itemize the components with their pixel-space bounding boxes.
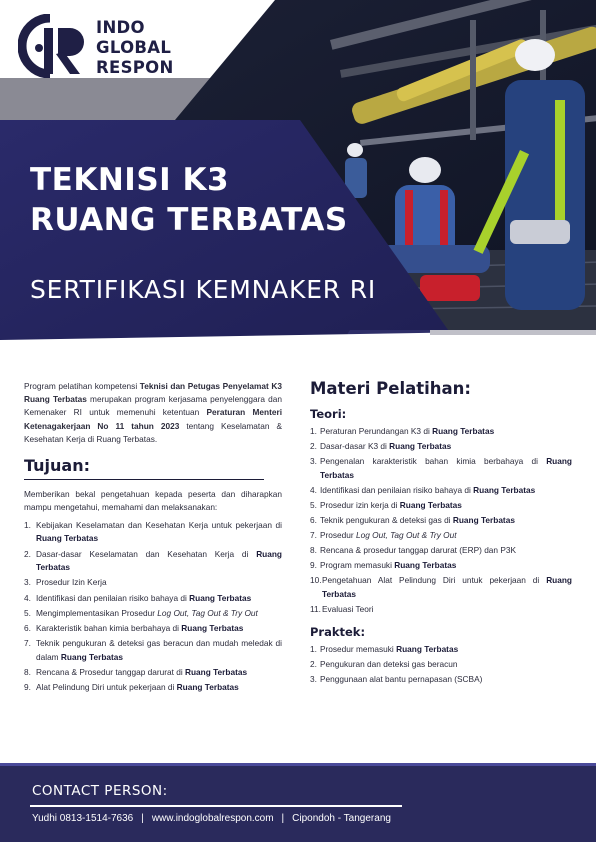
tujuan-list <box>24 519 282 695</box>
list-number: 8. <box>24 666 31 677</box>
right-column <box>310 379 572 688</box>
footer-accent-strip <box>0 763 596 766</box>
list-text: Rencana & Prosedur tanggap darurat di <box>36 666 185 677</box>
tujuan-description: Memberikan bekal pengetahuan kepada peserta dan diharapkan mampu mengetahui, memahami dan melaksanakan: <box>24 489 282 513</box>
list-number: 3. <box>24 577 31 588</box>
list-text: Dasar-dasar K3 di <box>320 441 390 452</box>
list-number: 4. <box>310 484 317 495</box>
teori-item <box>310 499 572 513</box>
list-number: 5. <box>24 607 31 618</box>
hero-title <box>30 160 348 240</box>
contact-person: Yudhi 0813-1514-7636 <box>32 813 134 824</box>
list-text: Pengukuran dan deteksi gas beracun <box>320 658 458 669</box>
tujuan-item <box>24 681 282 695</box>
contact-footer <box>0 763 596 842</box>
list-bold-text: Ruang Terbatas <box>396 643 459 654</box>
contact-location: Cipondoh - Tangerang <box>292 813 391 824</box>
list-text: Pengetahuan Alat Pelindung Diri untuk pekerjaan di <box>322 575 547 586</box>
list-number: 2. <box>24 548 31 559</box>
hero-title-line2: RUANG TERBATAS <box>30 202 348 238</box>
hero-subtitle: SERTIFIKASI KEMNAKER RI <box>30 275 377 304</box>
teori-heading: Teori: <box>310 407 347 421</box>
list-number: 11. <box>310 604 321 615</box>
tujuan-item <box>24 519 282 546</box>
list-text: Karakteristik bahan kimia berbahaya di <box>36 622 182 633</box>
brand-name-line2: GLOBAL <box>96 38 172 57</box>
list-text: Teknik pengukuran & deteksi gas beracun dan mudah meledak di dalam <box>36 638 282 662</box>
brand-logo <box>18 14 188 78</box>
tujuan-item <box>24 548 282 575</box>
list-number: 1. <box>24 519 31 530</box>
tujuan-heading: Tujuan: <box>24 456 264 480</box>
list-number: 5. <box>310 499 317 510</box>
list-text: Alat Pelindung Diri untuk pekerjaan di <box>36 682 177 693</box>
teori-item <box>310 440 572 454</box>
list-text: Prosedur izin kerja di <box>320 499 400 510</box>
tujuan-item <box>24 622 282 636</box>
logo-mark-icon <box>18 14 84 78</box>
list-number: 3. <box>310 456 317 467</box>
list-bold-text: Ruang Terbatas <box>184 666 248 677</box>
list-number: 7. <box>310 530 317 541</box>
list-text: Dasar-dasar Keselamatan dan Kesehatan Kerja di <box>36 548 257 559</box>
praktek-list <box>310 643 572 687</box>
list-bold-text: Ruang Terbatas <box>432 426 495 436</box>
brand-name-line1: INDO <box>96 18 145 37</box>
list-number: 7. <box>24 638 31 649</box>
list-text: Prosedur memasuki <box>320 643 397 654</box>
hero-title-line1: TEKNISI K3 <box>30 162 230 198</box>
list-text: Program memasuki <box>320 560 395 571</box>
tujuan-item <box>24 592 282 606</box>
hero-banner <box>0 0 596 361</box>
list-text: Penggunaan alat bantu pernapasan (SCBA) <box>320 673 483 684</box>
intro-paragraph: Program pelatihan kompetensi Teknisi dan Petugas Penyelamat K3 Ruang Terbatas merupakan program kerjasama penyelenggara dan Kemenaker RI untuk memenuhi ketentuan Peraturan Menteri Ketenagakerjaan No 11 tahun 2023 tentang Keselamatan & Kesehatan Kerja di Ruang Terbatas. <box>24 381 283 444</box>
list-bold-text: Ruang Terbatas <box>181 622 244 633</box>
list-number: 1. <box>310 426 317 436</box>
list-text: Teknik pengukuran & deteksi gas di <box>320 515 453 526</box>
list-italic-text: Log Out, Tag Out & Try Out <box>157 607 258 618</box>
list-number: 1. <box>310 643 317 654</box>
tujuan-item <box>24 666 282 680</box>
materi-heading: Materi Pelatihan: <box>310 379 472 398</box>
teori-item <box>310 455 572 482</box>
teori-item <box>310 603 572 617</box>
list-italic-text: Log Out, Tag Out & Try Out <box>355 530 457 541</box>
list-text: Peraturan Perundangan K3 di <box>320 426 433 436</box>
teori-item <box>310 559 572 573</box>
teori-list <box>310 425 572 617</box>
list-number: 4. <box>24 592 31 603</box>
list-bold-text: Ruang Terbatas <box>473 484 536 495</box>
teori-item <box>310 514 572 528</box>
list-text: Identifikasi dan penilaian risiko bahaya di <box>36 592 190 603</box>
list-bold-text: Ruang Terbatas <box>394 560 457 571</box>
praktek-heading: Praktek: <box>310 624 366 639</box>
list-bold-text: Ruang Terbatas <box>189 592 252 603</box>
teori-item <box>310 529 572 543</box>
brand-name-line3: RESPON <box>96 58 174 77</box>
contact-title: CONTACT PERSON: <box>32 783 168 799</box>
separator: | <box>141 813 144 824</box>
list-bold-text: Ruang Terbatas <box>320 456 572 480</box>
list-bold-text: Ruang Terbatas <box>60 651 123 662</box>
list-bold-text: Ruang Terbatas <box>36 548 282 573</box>
tujuan-item <box>24 637 282 664</box>
tujuan-item <box>24 576 282 590</box>
praktek-item <box>310 673 572 687</box>
list-bold-text: Ruang Terbatas <box>176 682 239 693</box>
list-text: Pengenalan karakteristik bahan kimia berbahaya di <box>320 456 547 467</box>
list-number: 2. <box>310 441 317 452</box>
tujuan-item <box>24 607 282 621</box>
list-text: Evaluasi Teori <box>322 604 374 615</box>
praktek-item <box>310 658 572 672</box>
list-number: 8. <box>310 545 317 556</box>
list-number: 3. <box>310 673 317 684</box>
list-text: Rencana & prosedur tanggap darurat (ERP) dan P3K <box>320 545 517 556</box>
list-text: Prosedur Izin Kerja <box>36 577 107 588</box>
list-number: 6. <box>24 622 31 633</box>
content-area <box>0 361 596 763</box>
separator: | <box>281 813 285 824</box>
teori-item <box>310 544 572 558</box>
list-text: Identifikasi dan penilaian risiko bahaya di <box>320 484 474 495</box>
list-number: 9. <box>310 560 317 571</box>
teori-item <box>310 484 572 498</box>
list-text: Prosedur <box>320 530 356 541</box>
contact-divider <box>30 805 402 807</box>
list-bold-text: Ruang Terbatas <box>322 575 572 600</box>
praktek-item <box>310 643 572 657</box>
left-column <box>24 380 282 696</box>
teori-item <box>310 425 572 439</box>
list-number: 6. <box>310 515 317 526</box>
contact-website[interactable]: www.indoglobalrespon.com <box>151 813 274 824</box>
list-bold-text: Ruang Terbatas <box>452 515 515 526</box>
list-text: Mengimplementasikan Prosedur <box>36 607 158 618</box>
list-bold-text: Ruang Terbatas <box>36 533 99 544</box>
teori-item <box>310 574 572 601</box>
list-number: 9. <box>24 682 31 693</box>
brand-name <box>96 18 174 78</box>
list-bold-text: Ruang Terbatas <box>399 499 462 510</box>
contact-details <box>32 813 391 824</box>
list-number: 10. <box>310 575 322 586</box>
list-text: Kebijakan Keselamatan dan Kesehatan Kerja untuk pekerjaan di <box>36 519 282 530</box>
list-bold-text: Ruang Terbatas <box>389 441 452 452</box>
list-number: 2. <box>310 658 317 669</box>
